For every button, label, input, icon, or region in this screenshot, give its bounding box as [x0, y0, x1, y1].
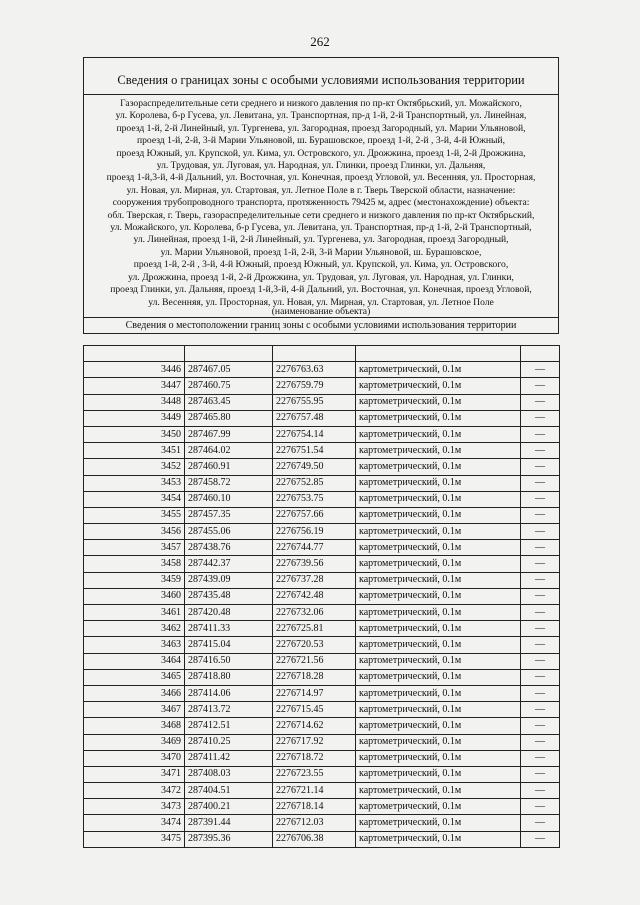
note-cell: —	[521, 362, 560, 378]
method-cell: картометрический, 0.1м	[356, 831, 521, 847]
method-cell: картометрический, 0.1м	[356, 475, 521, 491]
method-cell: картометрический, 0.1м	[356, 507, 521, 523]
x-coordinate-cell: 287418.80	[185, 669, 273, 685]
x-coordinate-cell: 287400.21	[185, 799, 273, 815]
y-coordinate-cell: 2276759.79	[273, 378, 356, 394]
point-number-cell: 3453	[84, 475, 185, 491]
table-row	[84, 475, 560, 491]
y-coordinate-cell: 2276754.14	[273, 426, 356, 442]
note-cell: —	[521, 685, 560, 701]
y-coordinate-cell: 2276718.72	[273, 750, 356, 766]
point-number-cell: 3475	[84, 831, 185, 847]
y-coordinate-cell: 2276739.56	[273, 556, 356, 572]
description-line: ул. Новая, ул. Мирная, ул. Стартовая, ул. Летное Поле в г. Тверь Тверской области, назначение:	[126, 184, 516, 196]
description-line: Газораспределительные сети среднего и низкого давления по пр-кт Октябрьский, ул. Можайского,	[120, 98, 522, 109]
table-row	[84, 831, 560, 847]
point-number-cell: 3451	[84, 443, 185, 459]
x-coordinate-cell: 287408.03	[185, 766, 273, 782]
x-coordinate-cell: 287415.04	[185, 637, 273, 653]
table-row	[84, 362, 560, 378]
x-coordinate-cell: 287457.35	[185, 507, 273, 523]
x-coordinate-cell: 287411.42	[185, 750, 273, 766]
y-coordinate-cell: 2276751.54	[273, 443, 356, 459]
point-number-cell: 3465	[84, 669, 185, 685]
point-number-cell: 3472	[84, 783, 185, 799]
point-number-cell: 3459	[84, 572, 185, 588]
point-number-cell: 3473	[84, 799, 185, 815]
x-coordinate-cell: 287404.51	[185, 783, 273, 799]
method-cell: картометрический, 0.1м	[356, 410, 521, 426]
table-row	[84, 540, 560, 556]
x-coordinate-cell: 287414.06	[185, 685, 273, 701]
x-coordinate-cell: 287391.44	[185, 815, 273, 831]
description-line: проезд Глинки, ул. Дальняя, проезд 1-й,3-й, 4-й Дальний, ул. Восточная, ул. Конечная, проезд Угловой,	[110, 284, 532, 296]
object-name-caption: (наименование объекта)	[84, 307, 558, 318]
method-cell: картометрический, 0.1м	[356, 637, 521, 653]
point-number-cell: 3452	[84, 459, 185, 475]
method-cell: картометрический, 0.1м	[356, 394, 521, 410]
point-number-cell: 3466	[84, 685, 185, 701]
table-row	[84, 443, 560, 459]
y-coordinate-cell: 2276756.19	[273, 524, 356, 540]
point-number-cell: 3468	[84, 718, 185, 734]
table-row	[84, 685, 560, 701]
point-number-cell: 3463	[84, 637, 185, 653]
method-cell: картометрический, 0.1м	[356, 524, 521, 540]
x-coordinate-cell: 287420.48	[185, 605, 273, 621]
note-cell: —	[521, 524, 560, 540]
description-line: ул. Трудовая, ул. Луговая, ул. Народная, ул. Глинки, проезд Глинки, ул. Дальняя,	[156, 160, 486, 172]
method-cell: картометрический, 0.1м	[356, 653, 521, 669]
method-cell: картометрический, 0.1м	[356, 443, 521, 459]
method-cell: картометрический, 0.1м	[356, 588, 521, 604]
y-coordinate-cell: 2276718.14	[273, 799, 356, 815]
x-coordinate-cell: 287395.36	[185, 831, 273, 847]
y-coordinate-cell: 2276744.77	[273, 540, 356, 556]
x-coordinate-cell: 287463.45	[185, 394, 273, 410]
table-row	[84, 702, 560, 718]
y-coordinate-cell: 2276720.53	[273, 637, 356, 653]
page-number: 262	[310, 34, 330, 49]
table-row	[84, 783, 560, 799]
note-cell: —	[521, 491, 560, 507]
point-number-cell: 3469	[84, 734, 185, 750]
y-coordinate-cell: 2276755.95	[273, 394, 356, 410]
object-description	[84, 95, 558, 307]
method-cell: картометрический, 0.1м	[356, 491, 521, 507]
x-coordinate-cell: 287435.48	[185, 588, 273, 604]
point-number-cell: 3450	[84, 426, 185, 442]
note-cell: —	[521, 540, 560, 556]
table-row	[84, 394, 560, 410]
table-row	[84, 653, 560, 669]
x-coordinate-cell: 287460.75	[185, 378, 273, 394]
point-number-cell: 3457	[84, 540, 185, 556]
table-row	[84, 734, 560, 750]
note-cell: —	[521, 831, 560, 847]
note-cell: —	[521, 799, 560, 815]
description-line: обл. Тверская, г. Тверь, газораспределительные сети среднего и низкого давления по пр-кт Октябрьский,	[107, 209, 535, 221]
y-coordinate-cell: 2276712.03	[273, 815, 356, 831]
table-row	[84, 605, 560, 621]
y-coordinate-cell: 2276714.62	[273, 718, 356, 734]
note-cell: —	[521, 621, 560, 637]
y-coordinate-cell: 2276714.97	[273, 685, 356, 701]
x-coordinate-cell: 287460.91	[185, 459, 273, 475]
table-row	[84, 588, 560, 604]
x-coordinate-cell: 287458.72	[185, 475, 273, 491]
y-coordinate-cell: 2276715.45	[273, 702, 356, 718]
method-cell: картометрический, 0.1м	[356, 702, 521, 718]
x-coordinate-cell: 287467.99	[185, 426, 273, 442]
method-cell: картометрический, 0.1м	[356, 605, 521, 621]
note-cell: —	[521, 734, 560, 750]
point-number-cell: 3467	[84, 702, 185, 718]
note-cell: —	[521, 426, 560, 442]
point-number-cell: 3446	[84, 362, 185, 378]
table-row	[84, 556, 560, 572]
point-number-cell: 3449	[84, 410, 185, 426]
point-number-cell: 3454	[84, 491, 185, 507]
note-cell: —	[521, 475, 560, 491]
point-number-cell: 3460	[84, 588, 185, 604]
method-cell: картометрический, 0.1м	[356, 750, 521, 766]
method-cell: картометрический, 0.1м	[356, 815, 521, 831]
note-cell: —	[521, 459, 560, 475]
method-cell: картометрический, 0.1м	[356, 362, 521, 378]
method-cell: картометрический, 0.1м	[356, 556, 521, 572]
location-section-title: Сведения о местоположении границ зоны с особыми условиями использования территории	[125, 320, 517, 331]
note-cell: —	[521, 588, 560, 604]
coordinates-table	[83, 345, 560, 848]
table-row	[84, 637, 560, 653]
table-row	[84, 669, 560, 685]
note-cell: —	[521, 443, 560, 459]
description-line: ул. Дрожжина, проезд 1-й, 2-й Дрожжина, ул. Трудовая, ул. Луговая, ул. Народная, ул. Глинки,	[128, 271, 514, 283]
note-cell: —	[521, 410, 560, 426]
description-line: проезд Южный, ул. Крупской, ул. Кима, ул. Островского, ул. Дрожжина, проезд 1-й, 2-й Дрожжина,	[116, 147, 526, 159]
method-cell: картометрический, 0.1м	[356, 669, 521, 685]
y-coordinate-cell: 2276742.48	[273, 588, 356, 604]
note-cell: —	[521, 394, 560, 410]
table-row	[84, 815, 560, 831]
table-row	[84, 507, 560, 523]
point-number-cell: 3471	[84, 766, 185, 782]
table-row	[84, 718, 560, 734]
description-line: проезд 1-й, 2-й, 3-й Марии Ульяновой, ш. Бурашовское, проезд 1-й, 2-й , 3-й, 4-й Южный,	[136, 135, 506, 147]
method-cell: картометрический, 0.1м	[356, 799, 521, 815]
method-cell: картометрический, 0.1м	[356, 459, 521, 475]
point-number-cell: 3461	[84, 605, 185, 621]
description-line: сооружения трубопроводного транспорта, протяженность 79425 м, адрес (местонахождение) объекта:	[112, 197, 530, 209]
point-number-cell: 3455	[84, 507, 185, 523]
x-coordinate-cell: 287438.76	[185, 540, 273, 556]
point-number-cell: 3464	[84, 653, 185, 669]
y-coordinate-cell: 2276732.06	[273, 605, 356, 621]
method-cell: картометрический, 0.1м	[356, 783, 521, 799]
method-cell: картометрический, 0.1м	[356, 766, 521, 782]
note-cell: —	[521, 556, 560, 572]
table-row	[84, 572, 560, 588]
table-row	[84, 378, 560, 394]
x-coordinate-cell: 287442.37	[185, 556, 273, 572]
note-cell: —	[521, 766, 560, 782]
method-cell: картометрический, 0.1м	[356, 572, 521, 588]
description-line: проезд 1-й,3-й, 4-й Дальний, ул. Восточная, ул. Конечная, проезд Угловой, ул. Весенняя, ул. Просторная,	[106, 172, 536, 184]
x-coordinate-cell: 287411.33	[185, 621, 273, 637]
y-coordinate-cell: 2276721.14	[273, 783, 356, 799]
note-cell: —	[521, 653, 560, 669]
table-row	[84, 491, 560, 507]
table-spacer-row	[84, 346, 560, 362]
x-coordinate-cell: 287410.25	[185, 734, 273, 750]
description-line: проезд 1-й, 2-й Линейный, ул. Тургенева, ул. Загородная, проезд Загородный, ул. Марии Ульяновой,	[116, 122, 526, 134]
note-cell: —	[521, 605, 560, 621]
table-row	[84, 799, 560, 815]
method-cell: картометрический, 0.1м	[356, 718, 521, 734]
y-coordinate-cell: 2276749.50	[273, 459, 356, 475]
x-coordinate-cell: 287467.05	[185, 362, 273, 378]
y-coordinate-cell: 2276718.28	[273, 669, 356, 685]
note-cell: —	[521, 637, 560, 653]
table-row	[84, 621, 560, 637]
y-coordinate-cell: 2276752.85	[273, 475, 356, 491]
point-number-cell: 3470	[84, 750, 185, 766]
table-row	[84, 766, 560, 782]
note-cell: —	[521, 815, 560, 831]
table-row	[84, 459, 560, 475]
point-number-cell: 3462	[84, 621, 185, 637]
x-coordinate-cell: 287464.02	[185, 443, 273, 459]
table-row	[84, 410, 560, 426]
y-coordinate-cell: 2276706.38	[273, 831, 356, 847]
table-row	[84, 426, 560, 442]
y-coordinate-cell: 2276723.55	[273, 766, 356, 782]
method-cell: картометрический, 0.1м	[356, 378, 521, 394]
description-line: ул. Можайского, ул. Королева, б-р Гусева, ул. Левитана, ул. Транспортная, пр-д 1-й, 2-й Транспортный,	[110, 222, 532, 234]
point-number-cell: 3447	[84, 378, 185, 394]
y-coordinate-cell: 2276757.66	[273, 507, 356, 523]
x-coordinate-cell: 287413.72	[185, 702, 273, 718]
y-coordinate-cell: 2276737.28	[273, 572, 356, 588]
method-cell: картометрический, 0.1м	[356, 685, 521, 701]
y-coordinate-cell: 2276721.56	[273, 653, 356, 669]
zone-info-block	[83, 57, 559, 334]
method-cell: картометрический, 0.1м	[356, 621, 521, 637]
point-number-cell: 3474	[84, 815, 185, 831]
note-cell: —	[521, 507, 560, 523]
description-line: проезд 1-й, 2-й , 3-й, 4-й Южный, проезд Южный, ул. Крупской, ул. Кима, ул. Островского,	[133, 259, 509, 271]
point-number-cell: 3458	[84, 556, 185, 572]
y-coordinate-cell: 2276763.63	[273, 362, 356, 378]
x-coordinate-cell: 287455.06	[185, 524, 273, 540]
point-number-cell: 3448	[84, 394, 185, 410]
note-cell: —	[521, 572, 560, 588]
note-cell: —	[521, 783, 560, 799]
y-coordinate-cell: 2276717.92	[273, 734, 356, 750]
x-coordinate-cell: 287412.51	[185, 718, 273, 734]
y-coordinate-cell: 2276753.75	[273, 491, 356, 507]
method-cell: картометрический, 0.1м	[356, 426, 521, 442]
method-cell: картометрический, 0.1м	[356, 734, 521, 750]
description-line: ул. Королева, б-р Гусева, ул. Левитана, ул. Транспортная, пр-д 1-й, 2-й Транспортный, ул. Линейная,	[115, 110, 527, 122]
y-coordinate-cell: 2276757.48	[273, 410, 356, 426]
x-coordinate-cell: 287439.09	[185, 572, 273, 588]
point-number-cell: 3456	[84, 524, 185, 540]
description-line: ул. Линейная, проезд 1-й, 2-й Линейный, ул. Тургенева, ул. Загородная, проезд Загородный,	[133, 234, 509, 246]
note-cell: —	[521, 378, 560, 394]
x-coordinate-cell: 287460.10	[185, 491, 273, 507]
description-line: ул. Марии Ульяновой, проезд 1-й, 2-й, 3-й Марии Ульяновой, ш. Бурашовское,	[160, 246, 482, 258]
y-coordinate-cell: 2276725.81	[273, 621, 356, 637]
note-cell: —	[521, 750, 560, 766]
note-cell: —	[521, 669, 560, 685]
document-title: Сведения о границах зоны с особыми условиями использования территории	[84, 58, 558, 95]
x-coordinate-cell: 287416.50	[185, 653, 273, 669]
note-cell: —	[521, 702, 560, 718]
description-line: ул. Весенняя, ул. Просторная, ул. Новая, ул. Мирная, ул. Стартовая, ул. Летное Поле	[148, 296, 494, 307]
method-cell: картометрический, 0.1м	[356, 540, 521, 556]
note-cell: —	[521, 718, 560, 734]
table-row	[84, 524, 560, 540]
x-coordinate-cell: 287465.80	[185, 410, 273, 426]
table-row	[84, 750, 560, 766]
